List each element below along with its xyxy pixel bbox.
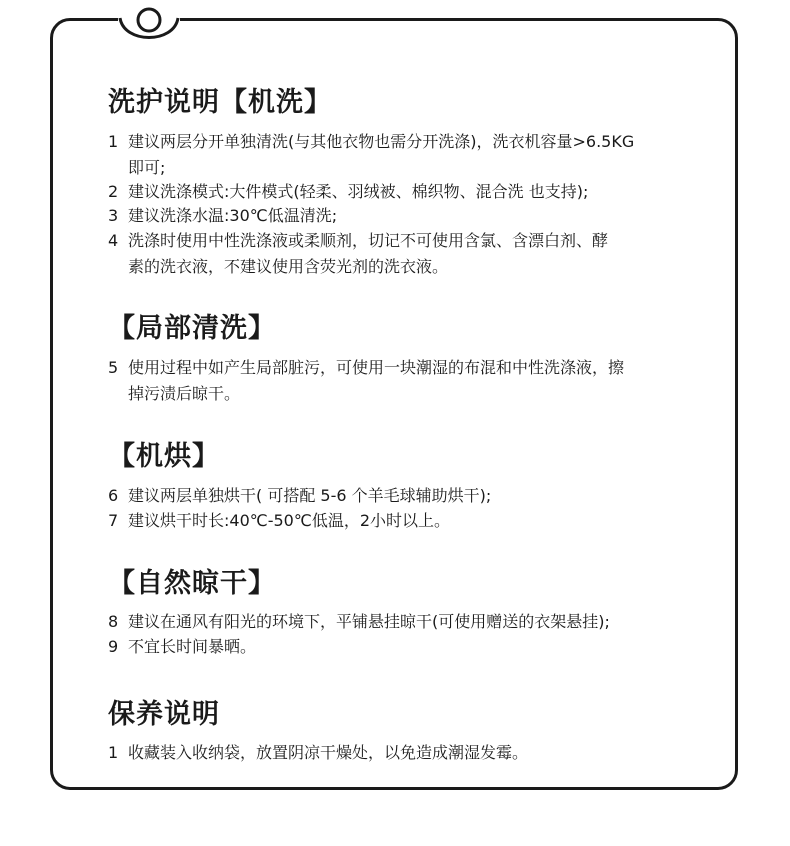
list-item: [108, 740, 528, 766]
list-item: [108, 203, 337, 229]
item-number: 5: [108, 358, 119, 377]
item-number: 3: [108, 206, 119, 225]
item-number: 1: [108, 743, 119, 762]
item-text-continuation: 素的洗衣液，不建议使用含荧光剂的洗衣液。: [128, 257, 449, 276]
item-text-continuation: 即可;: [128, 158, 166, 177]
item-number: 8: [108, 612, 119, 631]
item-number: 9: [108, 637, 119, 656]
section-title-machine-dry: 【机烘】: [108, 441, 220, 472]
item-number: 4: [108, 231, 119, 250]
item-number: 2: [108, 182, 119, 201]
item-number: 7: [108, 511, 119, 530]
item-text: 收藏装入收纳袋，放置阴凉干燥处，以免造成潮湿发霉。: [128, 743, 529, 762]
hanger-hook-icon: [114, 0, 184, 50]
list-item: [108, 129, 634, 181]
list-item: [108, 483, 491, 509]
item-text: 建议烘干时长:40℃-50℃低温，2小时以上。: [128, 511, 451, 530]
item-text: 洗涤时使用中性洗涤液或柔顺剂，切记不可使用含氯、含漂白剂、酵: [128, 231, 609, 250]
item-text: 不宜长时间暴晒。: [128, 637, 257, 656]
list-item: [108, 508, 450, 534]
item-number: 1: [108, 132, 119, 151]
section-title-spot-clean: 【局部清洗】: [108, 313, 276, 344]
item-text: 建议两层分开单独清洗(与其他衣物也需分开洗涤)，洗衣机容量>6.5KG: [128, 132, 635, 151]
section-title-air-dry: 【自然晾干】: [108, 568, 276, 599]
list-item: [108, 609, 610, 635]
list-item: [108, 634, 256, 660]
list-item: [108, 228, 608, 280]
list-item: [108, 355, 624, 407]
item-text-continuation: 掉污渍后晾干。: [128, 384, 241, 403]
item-text: 建议洗涤模式:大件模式(轻柔、羽绒被、棉织物、混合洗 也支持);: [128, 182, 589, 201]
item-text: 建议洗涤水温:30℃低温清洗;: [128, 206, 338, 225]
list-item: [108, 179, 588, 205]
section-title-maintenance: 保养说明: [108, 699, 220, 730]
item-text: 建议两层单独烘干( 可搭配 5-6 个羊毛球辅助烘干);: [128, 486, 492, 505]
item-text: 使用过程中如产生局部脏污，可使用一块潮湿的布混和中性洗涤液，擦: [128, 358, 625, 377]
item-text: 建议在通风有阳光的环境下，平铺悬挂晾干(可使用赠送的衣架悬挂);: [128, 612, 610, 631]
section-title-machine-wash: 洗护说明【机洗】: [108, 87, 332, 118]
item-number: 6: [108, 486, 119, 505]
